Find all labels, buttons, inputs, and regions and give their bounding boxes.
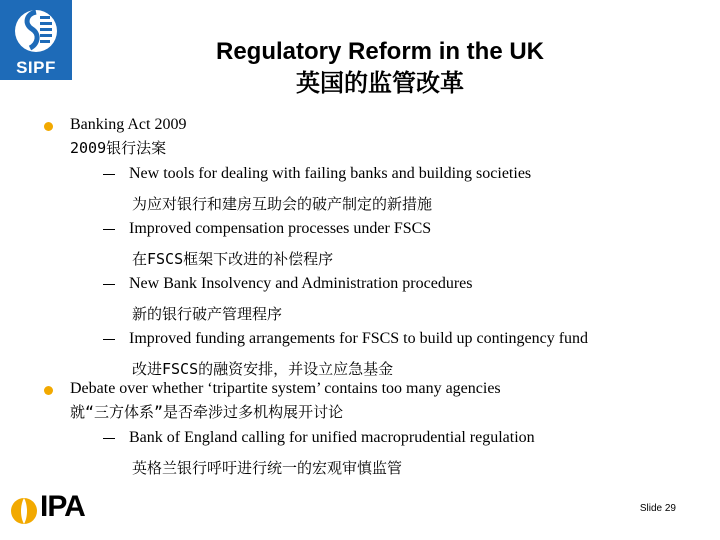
dash-icon — [103, 174, 115, 175]
bullet-dot-icon — [44, 122, 53, 131]
slide-number: Slide 29 — [639, 503, 676, 514]
sipf-logo-text: SIPF — [16, 58, 56, 77]
title-english: Regulatory Reform in the UK — [215, 38, 545, 65]
dash-icon — [103, 339, 115, 340]
sipf-logo — [0, 0, 72, 80]
subitem-1-cn: 为应对银行和建房互助会的破产制定的新措施 — [132, 195, 433, 213]
ipa-emblem-icon — [10, 493, 40, 527]
slide-title — [150, 36, 610, 100]
subitem-5-cn: 英格兰银行呼吁进行统一的宏观审慎监管 — [132, 459, 403, 477]
ipa-logo-text: IPA — [40, 490, 85, 523]
bullet-dot-icon — [44, 386, 53, 395]
sipf-emblem-icon — [0, 0, 72, 60]
bullet-1-cn: 2009银行法案 — [70, 139, 167, 157]
subitem-1-en: New tools for dealing with failing banks and building societies — [129, 165, 532, 182]
title-chinese: 英国的监管改革 — [296, 70, 464, 97]
subitem-3-en: New Bank Insolvency and Administration procedures — [129, 275, 473, 292]
bullet-1-en: Banking Act 2009 — [70, 116, 187, 133]
subitem-5-en: Bank of England calling for unified macroprudential regulation — [129, 429, 535, 446]
subitem-2-en: Improved compensation processes under FSCS — [129, 220, 432, 237]
subitem-4-en: Improved funding arrangements for FSCS to build up contingency fund — [129, 330, 589, 347]
subitem-3-cn: 新的银行破产管理程序 — [132, 305, 283, 323]
bullet-2-cn: 就“三方体系”是否牵涉过多机构展开讨论 — [70, 403, 344, 421]
dash-icon — [103, 284, 115, 285]
subitem-4-cn: 改进FSCS的融资安排，并设立应急基金 — [132, 360, 394, 378]
dash-icon — [103, 438, 115, 439]
subitem-2-cn: 在FSCS框架下改进的补偿程序 — [132, 250, 334, 268]
dash-icon — [103, 229, 115, 230]
bullet-2-en: Debate over whether ‘tripartite system’ contains too many agencies — [70, 380, 501, 397]
